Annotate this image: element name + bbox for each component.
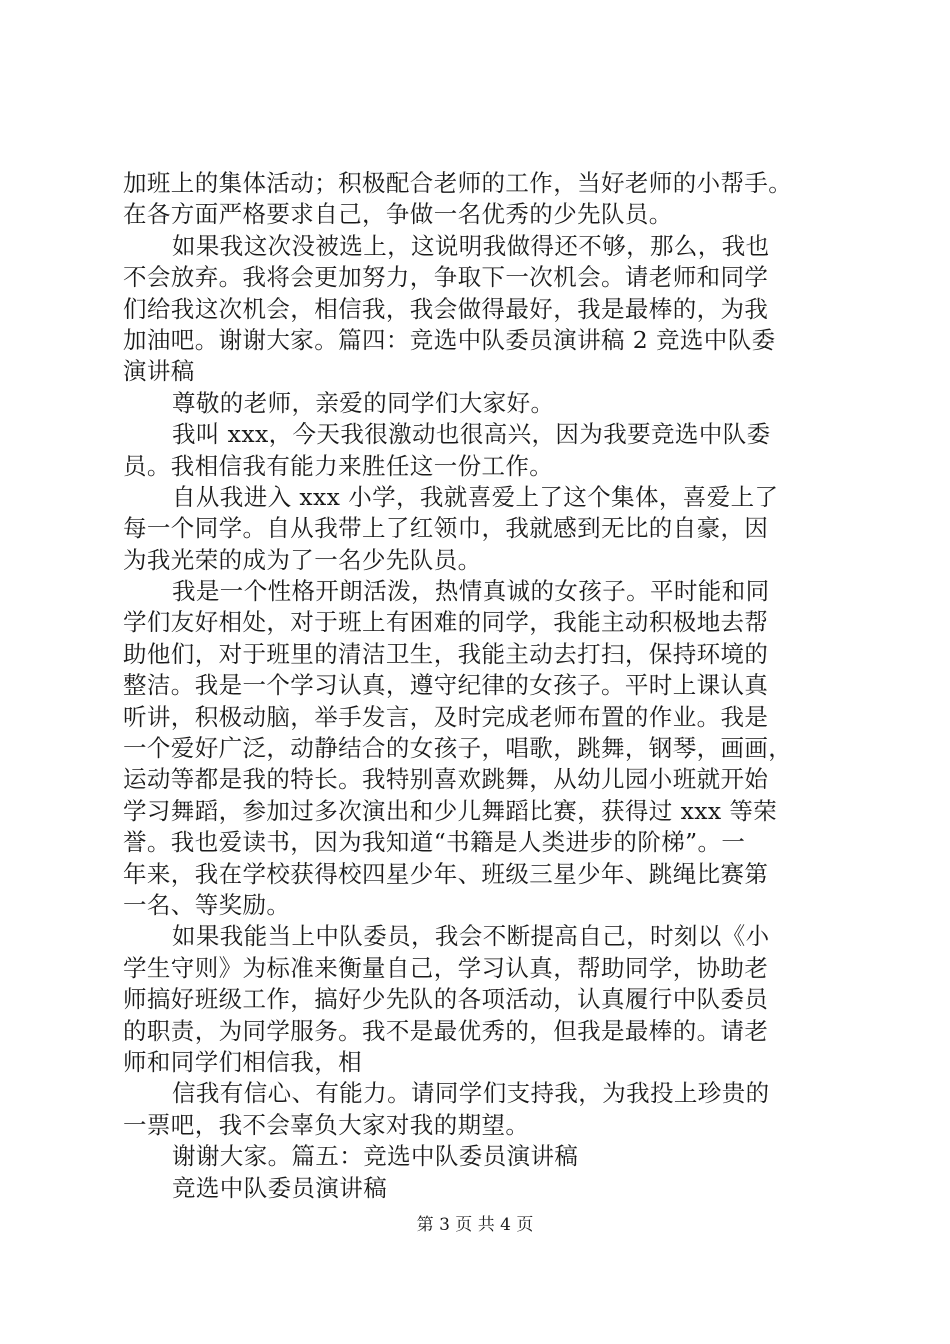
- text-line: 自从我进入 xxx 小学，我就喜爱上了这个集体，喜爱上了: [172, 482, 779, 511]
- text-line: 学习舞蹈，参加过多次演出和少儿舞蹈比赛，获得过 xxx 等荣: [123, 796, 778, 825]
- text-line: 每一个同学。自从我带上了红领巾，我就感到无比的自豪，因: [123, 514, 769, 543]
- text-line: 加班上的集体活动；积极配合老师的工作，当好老师的小帮手。: [123, 169, 793, 197]
- text-line: 师搞好班级工作，搞好少先队的各项活动，认真履行中队委员: [123, 985, 769, 1014]
- text-line: 尊敬的老师，亲爱的同学们大家好。: [172, 388, 555, 417]
- text-line: 不会放弃。我将会更加努力，争取下一次机会。请老师和同学: [123, 263, 769, 292]
- text-line: 整洁。我是一个学习认真，遵守纪律的女孩子。平时上课认真: [123, 671, 769, 700]
- text-line: 学生守则》为标准来衡量自己，学习认真，帮助同学，协助老: [123, 953, 769, 982]
- text-line: 一名、等奖励。: [123, 890, 291, 919]
- text-line: 助他们，对于班里的清洁卫生，我能主动去打扫，保持环境的: [123, 639, 769, 668]
- text-line: 听讲，积极动脑，举手发言，及时完成老师布置的作业。我是: [123, 702, 769, 731]
- text-line: 师和同学们相信我，相: [123, 1047, 362, 1076]
- text-line: 加油吧。谢谢大家。篇四：竞选中队委员演讲稿 2 竞选中队委: [123, 325, 776, 354]
- text-line: 如果我这次没被选上，这说明我做得还不够，那么，我也: [172, 231, 770, 260]
- text-line: 我叫 xxx，今天我很激动也很高兴，因为我要竞选中队委: [172, 420, 771, 449]
- text-line: 一个爱好广泛，动静结合的女孩子，唱歌，跳舞，钢琴，画画，: [123, 734, 793, 763]
- text-line: 年来，我在学校获得校四星少年、班级三星少年、跳绳比赛第: [123, 859, 769, 888]
- text-line: 在各方面严格要求自己，争做一名优秀的少先队员。: [123, 200, 673, 229]
- text-line: 誉。我也爱读书，因为我知道“书籍是人类进步的阶梯”。一: [123, 828, 746, 857]
- document-body: [123, 168, 843, 1204]
- text-line: 演讲稿: [123, 357, 195, 386]
- text-line: 学们友好相处，对于班上有困难的同学，我能主动积极地去帮: [123, 608, 769, 637]
- text-line: 们给我这次机会，相信我，我会做得最好，我是最棒的，为我: [123, 294, 769, 323]
- text-line: 员。我相信我有能力来胜任这一份工作。: [123, 451, 554, 480]
- text-line: 运动等都是我的特长。我特别喜欢跳舞，从幼儿园小班就开始: [123, 765, 769, 794]
- text-line: 为我光荣的成为了一名少先队员。: [123, 545, 482, 574]
- text-line: 信我有信心、有能力。请同学们支持我，为我投上珍贵的: [172, 1079, 770, 1108]
- text-line: 我是一个性格开朗活泼，热情真诚的女孩子。平时能和同: [172, 577, 770, 606]
- text-line: 谢谢大家。篇五：竞选中队委员演讲稿: [172, 1142, 579, 1171]
- text-line: 如果我能当上中队委员，我会不断提高自己，时刻以《小: [172, 922, 770, 951]
- page-footer: 第 3 页 共 4 页: [416, 1215, 534, 1235]
- text-line: 的职责，为同学服务。我不是最优秀的，但我是最棒的。请老: [123, 1016, 769, 1045]
- text-line: 一票吧，我不会辜负大家对我的期望。: [123, 1110, 530, 1139]
- text-line: 竞选中队委员演讲稿: [172, 1173, 388, 1202]
